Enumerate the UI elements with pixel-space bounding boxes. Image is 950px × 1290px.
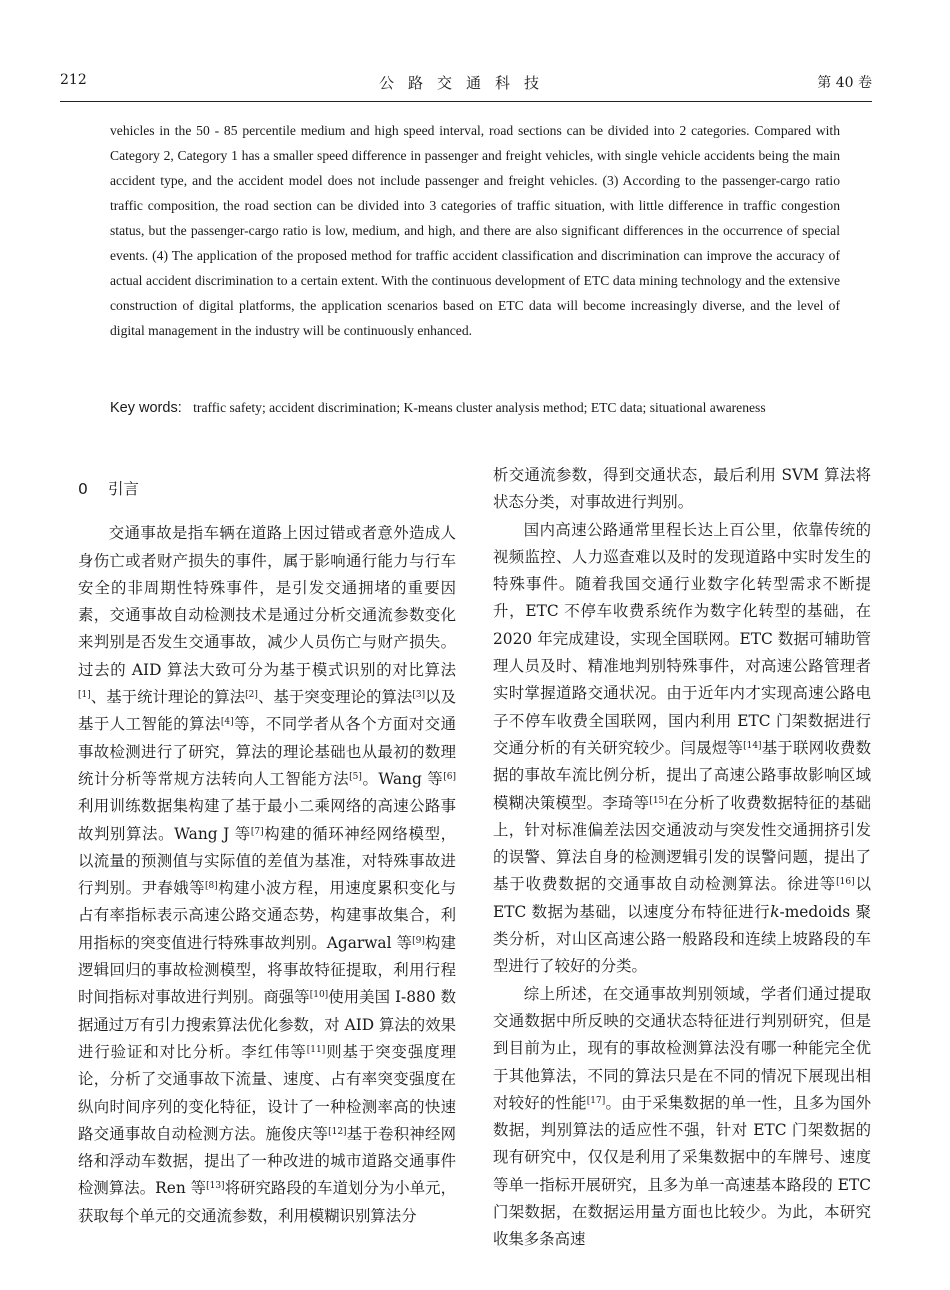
italic-k: k (770, 902, 780, 921)
left-column (78, 462, 456, 1230)
volume-label: 第 40 卷 (817, 75, 872, 91)
paragraph: 国内高速公路通常里程长达上百公里，依靠传统的视频监控、人力巡查难以及时的发现道路中实时发生的特殊事件。随着我国交通行业数字化转型需求不断提升，ETC 不停车收费系统作为数字化转型的基础，在 2020 年完成建设，实现全国联网。ETC 数据可辅助管理人员及时、精准地判别特殊事件，对高速公路管理者实时掌握道路交通状况。由于近年内才实现高速公路电子不停车收费全国联网，国内利用 ETC 门架数据进行交通分析的有关研究较少。闫晟煜等[14]基于联网收费数据的事故车流比例分析，提出了高速公路事故影响区域模糊决策模型。李琦等[15]在分析了收费数据特征的基础上，针对标准偏差法因交通波动与突发性交通拥挤引发的误警、算法自身的检测逻辑引发的误警问题，提出了基于收费数据的交通事故自动检测算法。徐进等[16]以 ETC 数据为基础，以速度分布特征进行k-medoids 聚类分析，对山区高速公路一般路段和连续上坡路段的车型进行了较好的分类。 (493, 520, 872, 976)
citation: [14] (743, 740, 762, 751)
section-number: 0 (78, 480, 88, 498)
citation: [1] (78, 690, 91, 701)
keyword: situational awareness (649, 400, 766, 415)
page-number: 212 (60, 72, 87, 88)
paragraph: 析交通流参数，得到交通状态，最后利用 SVM 算法将状态分类，对事故进行判别。 (493, 466, 871, 512)
header-rule (60, 101, 872, 102)
citation: [15] (649, 795, 668, 806)
abstract-continuation (110, 118, 840, 343)
keywords (110, 395, 840, 421)
citation: [13] (206, 1181, 225, 1192)
citation: [8] (205, 881, 218, 892)
citation: [10] (309, 990, 329, 1001)
citation: [9] (412, 935, 425, 946)
keyword: ETC data; (590, 400, 647, 415)
citation: [6] (443, 771, 456, 782)
right-column (493, 462, 871, 1254)
citation: [3] (412, 690, 426, 701)
citation: [7] (250, 826, 264, 837)
citation: [12] (328, 1126, 347, 1137)
paragraph: 综上所述，在交通事故判别领域，学者们通过提取交通数据中所反映的交通状态特征进行判别研究，但是到目前为止，现有的事故检测算法没有哪一种能完全优于其他算法，不同的算法只是在不同的情况下展现出相对较好的性能[17]。由于采集数据的单一性，且多为国外数据，判别算法的适应性不强，针对 ETC 门架数据的现有研究中，仅仅是利用了采集数据中的车牌号、速度等单一指标开展研究，且多为单一高速基本路段的 ETC 门架数据，在数据运用量方面也比较少。为此，本研究收集多条高速 (493, 984, 871, 1249)
section-heading (78, 476, 456, 503)
keyword: K-means cluster analysis method; (403, 400, 588, 415)
keyword: traffic safety; (193, 400, 266, 415)
citation: [16] (836, 877, 855, 888)
citation: [2] (245, 690, 258, 701)
section-title: 引言 (108, 480, 140, 498)
citation: [17] (586, 1095, 606, 1106)
citation: [5] (349, 771, 362, 782)
paragraph: 交通事故是指车辆在道路上因过错或者意外造成人身伤亡或者财产损失的事件，属于影响通行能力与行车安全的非周期性特殊事件，是引发交通拥堵的重要因素，交通事故自动检测技术是通过分析交通流参数变化来判别是否发生交通事故，减少人员伤亡与财产损失。过去的 AID 算法大致可分为基于模式识别的对比算法[1]、基于统计理论的算法[2]、基于突变理论的算法[3]以及基于人工智能的算法[4]等，不同学者从各个方面对交通事故检测进行了研究，算法的理论基础也从最初的数理统计分析等常规方法转向人工智能方法[5]。Wang 等[6]利用训练数据集构建了基于最小二乘网络的高速公路事故判别算法。Wang J 等[7]构建的循环神经网络模型，以流量的预测值与实际值的差值为基准，对特殊事故进行判别。尹春娥等[8]构建小波方程，用速度累积变化与占有率指标表示高速公路交通态势，构建事故集合，利用指标的突变值进行特殊事故判别。Agarwal 等[9]构建逻辑回归的事故检测模型，将事故特征提取，利用行程时间指标对事故进行判别。商强等[10]使用美国 I-880 数据通过万有引力搜索算法优化参数，对 AID 算法的效果进行验证和对比分析。李红伟等[11]则基于突变强度理论，分析了交通事故下流量、速度、占有率突变强度在纵向时间序列的变化特征，设计了一种检测率高的快速路交通事故自动检测方法。施俊庆等[12]基于卷积神经网络和浮动车数据，提出了一种改进的城市道路交通事件检测算法。Ren 等[13]将研究路段的车道划分为小单元，获取每个单元的交通流参数，利用模糊识别算法分 (78, 524, 456, 1225)
running-header (60, 72, 872, 100)
abstract-text: vehicles in the 50 - 85 percentile medium and high speed interval, road sections can be divided into 2 categories. Compared with Category 2, Category 1 has a smaller speed difference in passenger and freight vehicles, with single vehicle accidents being the main accident type, and the accident model does not include passenger and freight vehicles. (3) According to the passenger-cargo ratio traffic composition, the road section can be divided into 3 categories of traffic situation, with little difference in traffic congestion status, but the passenger-cargo ratio is low, medium, and high, and there are also significant differences in the occurrence of special events. (4) The application of the proposed method for traffic accident classification and discrimination can improve the accuracy of actual accident discrimination to a certain extent. With the continuous development of ETC data mining technology and the extensive construction of digital platforms, the application scenarios based on ETC data will become increasingly diverse, and the level of digital management in the industry will be continuously enhanced. (110, 123, 840, 338)
keyword: accident discrimination; (269, 400, 401, 415)
citation: [4] (220, 717, 234, 728)
keywords-label: Key words: (110, 400, 182, 416)
journal-title: 公路交通科技 (378, 74, 553, 92)
citation: [11] (306, 1044, 326, 1055)
